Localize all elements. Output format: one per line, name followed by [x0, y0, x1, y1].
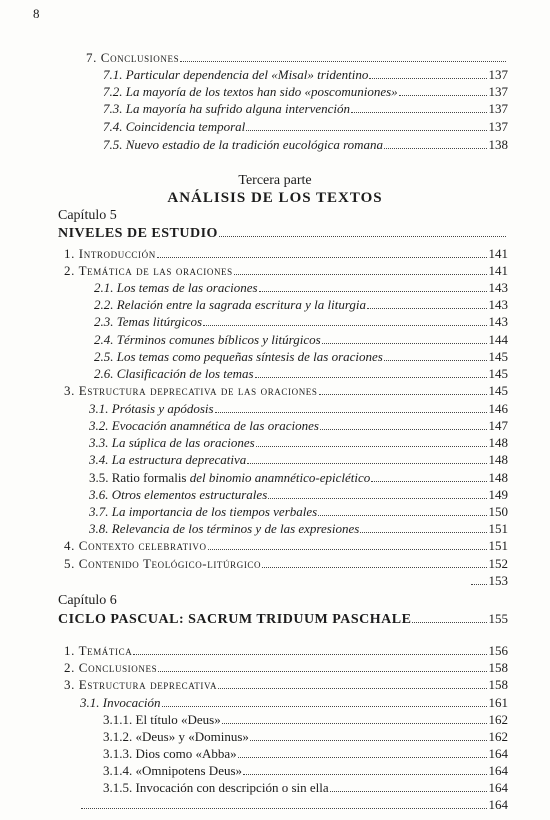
chapter-6-label: Capítulo 6 — [58, 593, 117, 608]
toc-entry[interactable] — [89, 487, 508, 504]
leader-dots — [158, 671, 486, 672]
toc-entry[interactable] — [103, 84, 508, 101]
chapter-5-title: NIVELES DE ESTUDIO — [58, 226, 218, 241]
page-ref: 143 — [488, 314, 508, 329]
leader-dots — [371, 481, 486, 482]
toc-entry-label: 3.1.5. Invocación con descripción o sin ella — [103, 780, 329, 795]
toc-entry[interactable] — [64, 383, 508, 400]
toc-entry-label: 3.1.2. «Deus» y «Dominus» — [103, 729, 249, 744]
leader-dots — [81, 808, 487, 809]
toc-entry[interactable] — [89, 470, 508, 487]
leader-dots — [219, 236, 506, 237]
toc-entry-label: 5. Contenido Teológico-litúrgico — [64, 556, 262, 571]
toc-entry[interactable] — [94, 332, 508, 349]
page-ref: 155 — [488, 611, 508, 626]
toc-entry[interactable] — [89, 401, 508, 418]
toc-entry[interactable] — [94, 349, 508, 366]
toc-entry-label: 3.1.1. El título «Deus» — [103, 712, 221, 727]
toc-entry[interactable] — [103, 780, 508, 797]
page-ref: 152 — [488, 556, 508, 571]
leader-dots — [208, 549, 487, 550]
leader-dots — [222, 723, 487, 724]
leader-dots — [246, 130, 486, 131]
toc-entry-label: 2. Temática de las oraciones — [64, 263, 233, 278]
page-ref: 150 — [488, 504, 508, 519]
page-ref: 148 — [488, 452, 508, 467]
toc-entry-label: 2.3. Temas litúrgicos — [94, 314, 203, 329]
page-ref: 151 — [488, 521, 508, 536]
toc-entry-label: 7.2. La mayoría de los textos han sido «poscomuniones» — [103, 84, 398, 99]
toc-entry[interactable] — [103, 746, 508, 763]
page-ref: 147 — [488, 418, 508, 433]
toc-entry[interactable] — [80, 695, 508, 712]
toc-entry-label: 1. Introducción — [64, 246, 156, 261]
toc-entry[interactable] — [103, 712, 508, 729]
toc-entry[interactable] — [94, 366, 508, 383]
toc-entry-label: 3.5. Ratio formalis del binomio anamnético-epiclético — [89, 470, 371, 485]
leader-dots — [330, 791, 487, 792]
toc-entry-label: 3. Estructura deprecativa de las oraciones — [64, 383, 318, 398]
toc-entry[interactable] — [64, 246, 508, 263]
page-ref: 158 — [488, 677, 508, 692]
page-ref: 161 — [488, 695, 508, 710]
page-ref: 148 — [488, 470, 508, 485]
leader-dots — [322, 343, 487, 344]
toc-entry-label: 2.5. Los temas como pequeñas síntesis de las oraciones — [94, 349, 383, 364]
leader-dots — [399, 95, 487, 96]
toc-entry-label: 7.3. La mayoría ha sufrido alguna intervención — [103, 101, 350, 116]
leader-dots — [319, 394, 487, 395]
toc-entry-label: 2.4. Términos comunes bíblicos y litúrgicos — [94, 332, 321, 347]
toc-entry-label: 4. Contexto celebrativo — [64, 538, 207, 553]
toc-entry-label: 3.4. La estructura deprecativa — [89, 452, 247, 467]
part-title: ANÁLISIS DE LOS TEXTOS — [167, 190, 383, 206]
page-ref: 164 — [488, 797, 508, 812]
toc-entry[interactable] — [64, 660, 508, 677]
leader-dots — [157, 257, 487, 258]
page-number: 8 — [33, 6, 40, 21]
page-ref: 164 — [488, 746, 508, 761]
leader-dots — [318, 515, 486, 516]
page-ref: 138 — [488, 137, 508, 152]
toc-entry[interactable] — [64, 556, 508, 573]
toc-entry[interactable] — [89, 521, 508, 538]
toc-entry[interactable] — [89, 452, 508, 469]
page-ref: 141 — [488, 263, 508, 278]
leader-dots — [384, 360, 487, 361]
toc-entry[interactable] — [103, 119, 508, 136]
page-ref: 162 — [488, 712, 508, 727]
page-ref: 137 — [488, 119, 508, 134]
toc-entry-label: 3.1. Prótasis y apódosis — [89, 401, 214, 416]
page-ref: 156 — [488, 643, 508, 658]
page-ref: 137 — [488, 67, 508, 82]
toc-entry-label: 7.5. Nuevo estadio de la tradición eucológica romana — [103, 137, 384, 152]
page-ref: 145 — [488, 349, 508, 364]
leader-dots — [218, 688, 486, 689]
toc-entry[interactable] — [94, 297, 508, 314]
page-ref: 162 — [488, 729, 508, 744]
toc-entry[interactable] — [103, 67, 508, 84]
toc-entry[interactable] — [64, 263, 508, 280]
leader-dots — [360, 532, 486, 533]
page-ref: 164 — [488, 763, 508, 778]
leader-dots — [250, 740, 487, 741]
leader-dots — [234, 274, 487, 275]
leader-dots — [247, 463, 486, 464]
leader-dots — [268, 498, 486, 499]
leader-dots — [133, 654, 486, 655]
toc-entry-label: 3.8. Relevancia de los términos y de las expresiones — [89, 521, 360, 536]
toc-entry[interactable] — [94, 280, 508, 297]
toc-entry-label: 3.1.4. «Omnipotens Deus» — [103, 763, 243, 778]
toc-entry-label: 2. Conclusiones — [64, 660, 158, 675]
toc-entry[interactable] — [64, 677, 508, 694]
chapter-5-trailing-row — [470, 573, 508, 590]
page-ref: 143 — [488, 297, 508, 312]
toc-entry-label: 3.3. La súplica de las oraciones — [89, 435, 255, 450]
leader-dots — [471, 584, 487, 585]
page-ref: 137 — [488, 84, 508, 99]
page-ref: 148 — [488, 435, 508, 450]
leader-dots — [238, 757, 487, 758]
leader-dots — [215, 412, 487, 413]
leader-dots — [351, 112, 487, 113]
leader-dots — [255, 377, 487, 378]
chapter-6-trailing-row — [80, 797, 508, 814]
chapter-5-label: Capítulo 5 — [58, 208, 117, 223]
leader-dots — [369, 78, 486, 79]
leader-dots — [367, 308, 486, 309]
toc-entry[interactable] — [89, 504, 508, 521]
page-ref: 143 — [488, 280, 508, 295]
leader-dots — [162, 706, 487, 707]
chapter-6-title: CICLO PASCUAL: SACRUM TRIDUUM PASCHALE — [58, 612, 412, 627]
leader-dots — [256, 446, 487, 447]
page-ref: 137 — [488, 101, 508, 116]
toc-entry-label: 3.2. Evocación anamnética de las oraciones — [89, 418, 319, 433]
toc-entry-label: 7. Conclusiones — [86, 50, 180, 65]
toc-entry-label: 3.6. Otros elementos estructurales — [89, 487, 268, 502]
toc-entry-label: 3. Estructura deprecativa — [64, 677, 218, 692]
toc-entry[interactable] — [103, 137, 508, 154]
toc-entry-label: 7.1. Particular dependencia del «Misal» tridentino — [103, 67, 369, 82]
leader-dots — [412, 622, 486, 623]
toc-entry-label: 3.1. Invocación — [80, 695, 161, 710]
leader-dots — [259, 291, 487, 292]
toc-entry[interactable] — [103, 763, 508, 780]
toc-entry[interactable] — [89, 435, 508, 452]
toc-entry-label: 3.7. La importancia de los tiempos verbales — [89, 504, 318, 519]
toc-entry[interactable] — [89, 418, 508, 435]
leader-dots — [203, 325, 486, 326]
part-label: Tercera parte — [238, 173, 312, 188]
leader-dots — [243, 774, 486, 775]
toc-entry-label: 2.1. Los temas de las oraciones — [94, 280, 258, 295]
page-ref: 146 — [488, 401, 508, 416]
toc-entry-label: 2.2. Relación entre la sagrada escritura y la liturgia — [94, 297, 367, 312]
page-ref: 145 — [488, 383, 508, 398]
toc-entry[interactable] — [64, 538, 508, 555]
chapter-5-title-row[interactable] — [58, 226, 508, 243]
toc-entry-label: 7.4. Coincidencia temporal — [103, 119, 246, 134]
page-ref: 151 — [488, 538, 508, 553]
toc-entry[interactable] — [86, 50, 508, 67]
page-ref: 141 — [488, 246, 508, 261]
page-ref: 153 — [488, 573, 508, 588]
toc-entry[interactable] — [103, 101, 508, 118]
toc-entry[interactable] — [94, 314, 508, 331]
toc-entry[interactable] — [103, 729, 508, 746]
page-ref: 149 — [488, 487, 508, 502]
leader-dots — [262, 567, 486, 568]
page-ref: 158 — [488, 660, 508, 675]
page-ref: 145 — [488, 366, 508, 381]
page-ref: 164 — [488, 780, 508, 795]
toc-entry-label: 2.6. Clasificación de los temas — [94, 366, 254, 381]
toc-entry[interactable] — [64, 643, 508, 660]
page-ref: 144 — [488, 332, 508, 347]
leader-dots — [384, 148, 486, 149]
toc-entry-label: 3.1.3. Dios como «Abba» — [103, 746, 237, 761]
chapter-6-title-row[interactable] — [58, 611, 508, 628]
leader-dots — [320, 429, 487, 430]
leader-dots — [180, 61, 506, 62]
toc-entry-label: 1. Temática — [64, 643, 133, 658]
